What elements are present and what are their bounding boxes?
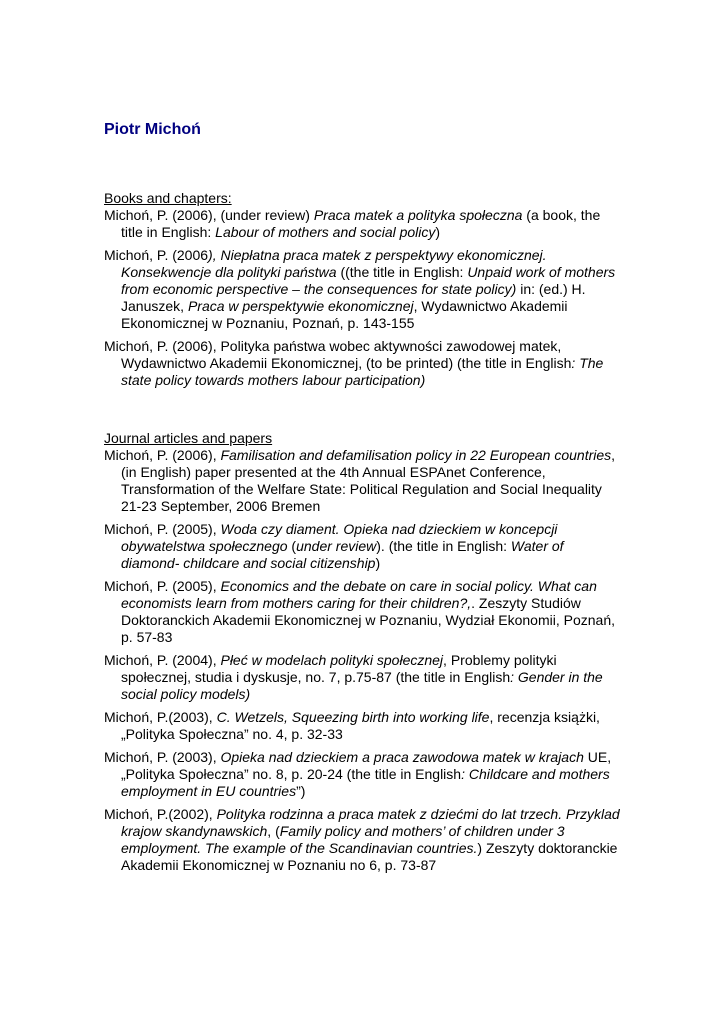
journal-entry: Michoń, P. (2006), Familisation and defamilisation policy in 22 European countries, (in English) paper presented at the 4th Annual ESPAnet Conference, Transformation of the Welfare State: Political Regulation and Social Inequality 21-23 September, 2006 Bremen	[104, 447, 616, 514]
journal-entry: Michoń, P.(2003), C. Wetzels, Squeezing birth into working life, recenzja książki, „Polityka Społeczna” no. 4, p. 32-33	[104, 709, 600, 742]
journal-entry: Michoń, P. (2005), Economics and the debate on care in social policy. What can economists learn from mothers caring for their children?,. Zeszyty Studiów Doktoranckich Akademii Ekonomicznej w Poznaniu, Wydział Ekonomii, Poznań, p. 57-83	[104, 578, 615, 645]
books-section	[104, 190, 624, 395]
journal-entry: Michoń, P.(2002), Polityka rodzinna a praca matek z dziećmi do lat trzech. Przyklad krajow skandynawskich, (Family policy and mothers’ of children under 3 employment. The example of the Scandinavian countries.) Zeszyty doktoranckie Akademii Ekonomicznej w Poznaniu no 6, p. 73-87	[104, 806, 620, 873]
journal-entry: Michoń, P. (2003), Opieka nad dzieckiem a praca zawodowa matek w krajach UE, „Polityka Społeczna” no. 8, p. 20-24 (the title in English: Childcare and mothers employment in EU countries”)	[104, 749, 612, 799]
author-name: Piotr Michoń	[104, 121, 201, 138]
books-heading: Books and chapters:	[104, 190, 232, 206]
book-entry: Michoń, P. (2006), Polityka państwa wobec aktywności zawodowej matek, Wydawnictwo Akademii Ekonomicznej, (to be printed) (the title in English: The state policy towards mothers labour participation)	[104, 338, 604, 388]
journal-entry: Michoń, P. (2004), Płeć w modelach polityki społecznej, Problemy polityki społecznej, studia i dyskusje, no. 7, p.75-87 (the title in English: Gender in the social policy models)	[104, 652, 603, 702]
book-entry: Michoń, P. (2006), (under review) Praca matek a polityka społeczna (a book, the title in English: Labour of mothers and social policy)	[104, 207, 601, 240]
journals-heading: Journal articles and papers	[104, 430, 273, 446]
journal-entry: Michoń, P. (2005), Woda czy diament. Opieka nad dzieckiem w koncepcji obywatelstwa społecznego (under review). (the title in English: Water of diamond- childcare and social citizenship)	[104, 521, 564, 571]
book-entry: Michoń, P. (2006), Niepłatna praca matek z perspektywy ekonomicznej. Konsekwencje dla polityki państwa ((the title in English: Unpaid work of mothers from economic perspective – the consequences for state policy) in: (ed.) H. Januszek, Praca w perspektywie ekonomicznej, Wydawnictwo Akademii Ekonomicznej w Poznaniu, Poznań, p. 143-155	[104, 247, 616, 331]
journals-section	[104, 430, 624, 880]
